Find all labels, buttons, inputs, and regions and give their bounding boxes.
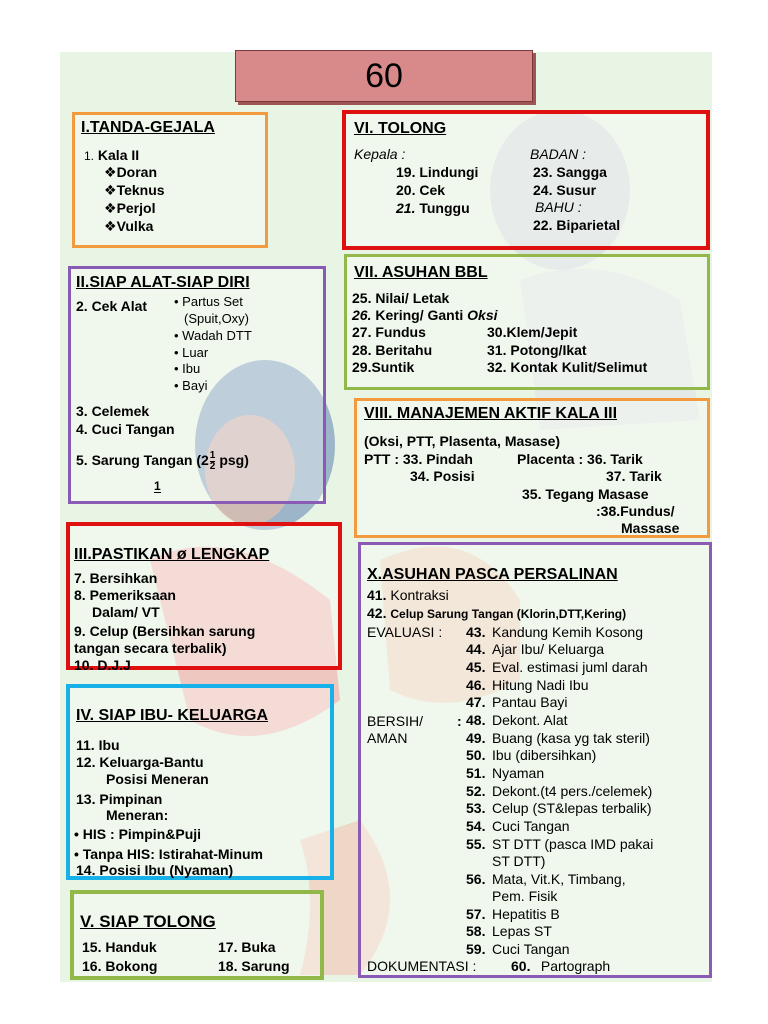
list-item: 26. Kering/ Ganti Oksi [352, 307, 498, 323]
list-item: 11. Ibu [76, 737, 120, 753]
list-item: Dalam/ VT [92, 604, 160, 620]
list-item: :38.Fundus/ [596, 503, 675, 519]
list-item: 48. Dekont. Alat [466, 712, 568, 728]
list-item: • Bayi [174, 378, 208, 393]
list-item: (Spuit,Oxy) [184, 311, 250, 326]
list-item: 58. Lepas ST [466, 923, 552, 939]
list-item: 45. Eval. estimasi juml darah [466, 659, 648, 675]
list-item: • HIS : Pimpin&Puji [74, 826, 202, 842]
list-item: 23. Sangga [533, 164, 607, 180]
list-item: 18. Sarung [218, 958, 290, 974]
list-item: 25. Nilai/ Letak [352, 290, 450, 306]
label: AMAN [367, 730, 408, 746]
list-item: 29.Suntik [352, 359, 415, 375]
list-item: 24. Susur [533, 182, 597, 198]
list-item: 5. Sarung Tangan (2 $\frac{1}{2}$ psg) [76, 450, 249, 472]
list-item: 53. Celup (ST&lepas terbalik) [466, 800, 652, 816]
list-item: 41. Kontraksi [367, 587, 449, 603]
list-item: 30.Klem/Jepit [487, 324, 578, 340]
list-item: PTT : 33. Pindah [364, 451, 473, 467]
fraction-fragment: 1 [154, 479, 161, 493]
list-item: 13. Pimpinan [76, 791, 163, 807]
list-item: 44. Ajar Ibu/ Keluarga [466, 641, 605, 657]
list-item: ST DTT) [492, 853, 546, 869]
section-title: IV. SIAP IBU- KELUARGA [76, 707, 269, 724]
list-item: Pem. Fisik [492, 888, 558, 904]
list-item: (Oksi, PTT, Plasenta, Masase) [364, 433, 561, 449]
list-item: 55. ST DTT (pasca IMD pakai [466, 836, 654, 852]
list-item: 52. Dekont.(t4 pers./celemek) [466, 783, 653, 799]
list-item: 54. Cuci Tangan [466, 818, 570, 834]
section-title: II.SIAP ALAT-SIAP DIRI [76, 274, 250, 291]
section-title: VII. ASUHAN BBL [354, 264, 488, 281]
list-item: Posisi Meneran [106, 771, 209, 787]
list-item: 27. Fundus [352, 324, 426, 340]
list-item: 37. Tarik [606, 468, 662, 484]
list-item: 46. Hitung Nadi Ibu [466, 677, 589, 693]
list-item: 15. Handuk [82, 939, 157, 955]
list-item: 32. Kontak Kulit/Selimut [487, 359, 648, 375]
list-item: 22. Biparietal [533, 217, 621, 233]
list-item: • Tanpa HIS: Istirahat-Minum [74, 846, 263, 862]
section-title: VIII. MANAJEMEN AKTIF KALA III [364, 405, 618, 422]
list-item: 17. Buka [218, 939, 276, 955]
list-item: 21. Tunggu [396, 200, 470, 216]
list-item: 28. Beritahu [352, 342, 433, 358]
list-item: 56. Mata, Vit.K, Timbang, [466, 871, 626, 887]
list-item: tangan secara terbalik) [74, 640, 227, 656]
section-title: III.PASTIKAN ø LENGKAP [74, 546, 270, 563]
label: DOKUMENTASI : [367, 958, 477, 974]
list-item: 9. Celup (Bersihkan sarung [74, 623, 256, 639]
label: : [457, 713, 462, 729]
label: BAHU : [535, 199, 582, 215]
label: EVALUASI : [367, 624, 443, 640]
list-item: ❖Teknus [104, 182, 165, 198]
list-item: 2. Cek Alat [76, 298, 148, 314]
list-item: 12. Keluarga-Bantu [76, 754, 204, 770]
list-item: 31. Potong/Ikat [487, 342, 587, 358]
list-item: 47. Pantau Bayi [466, 694, 568, 710]
list-item: 43. Kandung Kemih Kosong [466, 624, 643, 640]
list-item: 4. Cuci Tangan [76, 421, 175, 437]
list-item: Meneran: [106, 807, 169, 823]
list-item: 51. Nyaman [466, 765, 545, 781]
section-title: X.ASUHAN PASCA PERSALINAN [367, 566, 618, 583]
list-item: 34. Posisi [410, 468, 475, 484]
section-title: V. SIAP TOLONG [80, 912, 216, 931]
list-item: Massase [621, 520, 680, 536]
list-item: 16. Bokong [82, 958, 158, 974]
list-item: 1. Kala II [84, 147, 140, 163]
list-item: 35. Tegang Masase [522, 486, 649, 502]
page-title: 60 [235, 50, 533, 102]
list-item: • Wadah DTT [174, 328, 252, 343]
list-item: Placenta : 36. Tarik [517, 451, 643, 467]
list-item: 42. Celup Sarung Tangan (Klorin,DTT,Kering) [367, 605, 627, 621]
list-item: 60. Partograph [511, 958, 611, 974]
list-item: 8. Pemeriksaan [74, 587, 176, 603]
label: BERSIH/ [367, 713, 424, 729]
section-title: VI. TOLONG [354, 120, 447, 137]
list-item: • Luar [174, 345, 209, 360]
list-item: • Partus Set [174, 294, 243, 309]
list-item: 49. Buang (kasa yg tak steril) [466, 730, 650, 746]
list-item: 19. Lindungi [396, 164, 479, 180]
list-item: 10. D.J.J [74, 657, 131, 673]
list-item: 50. Ibu (dibersihkan) [466, 747, 597, 763]
list-item: 14. Posisi Ibu (Nyaman) [76, 862, 234, 878]
list-item: 57. Hepatitis B [466, 906, 560, 922]
section-title: I.TANDA-GEJALA [81, 119, 215, 136]
list-item: 7. Bersihkan [74, 570, 158, 586]
label: BADAN : [530, 146, 587, 162]
list-item: 59. Cuci Tangan [466, 941, 570, 957]
list-item: 3. Celemek [76, 403, 150, 419]
list-item: ❖Doran [104, 164, 158, 180]
label: Kepala : [354, 146, 406, 162]
list-item: ❖Vulka [104, 218, 154, 234]
list-item: • Ibu [174, 361, 201, 376]
list-item: 20. Cek [396, 182, 446, 198]
list-item: ❖Perjol [104, 200, 156, 216]
